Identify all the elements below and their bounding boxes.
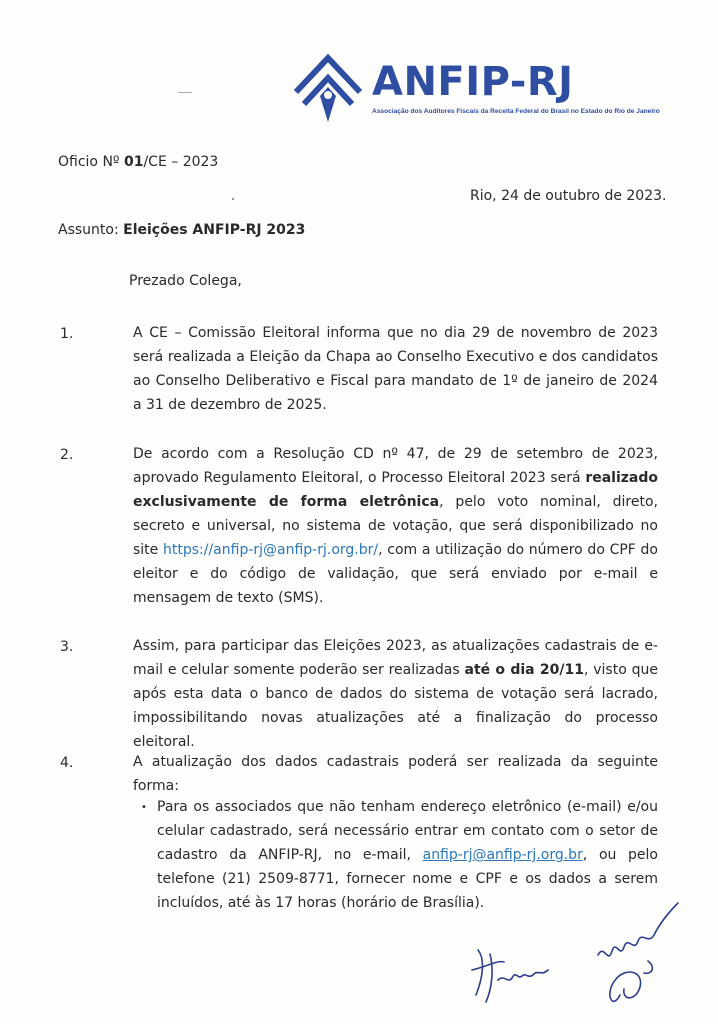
email-link[interactable]: anfip-rj@anfip-rj.org.br — [422, 847, 583, 863]
anfip-logo-icon — [292, 52, 366, 124]
letterhead — [292, 52, 660, 124]
item-3-text: Assim, para participar das Eleições 2023, as atualizações cadastrais de e-mail e celular somente poderão ser realizadas até o dia 20/11, visto que após esta data o banco de dados do sistema de votação será lacrado, impossibilitando novas atualizações até a finalização do processo eleitoral. — [133, 638, 658, 750]
salutation: Prezado Colega, — [129, 273, 242, 289]
subject-line: Assunto: Eleições ANFIP-RJ 2023 — [58, 222, 306, 238]
bullet-text: Para os associados que não tenham endereço eletrônico (e-mail) e/ou celular cadastrado, será necessário entrar em contato com o setor de cadastro da ANFIP-RJ, no e-mail, anfip-rj@anfip-rj.org.br, ou pelo telefone (21) 2509-8771, fornecer nome e CPF e os dados a serem incluídos, até às 17 horas (horário de Brasília). — [157, 799, 659, 911]
date-line: Rio, 24 de outubro de 2023. — [470, 188, 667, 204]
signature-1 — [468, 940, 558, 1010]
item-number: 4. — [60, 755, 74, 771]
item-2-text: De acordo com a Resolução CD nº 47, de 29 de setembro de 2023, aprovado Regulamento Eleitoral, o Processo Eleitoral 2023 será realizado exclusivamente de forma eletrônica, pelo voto nominal, direto, secreto e universal, no sistema de votação, que será disponibilizado no site https://anfip-rj@anfip-rj.org.br/, com a utilização do número do CPF do eleitor e do código de validação, que será enviado por e-mail e mensagem de texto (SMS). — [133, 446, 658, 606]
item-number: 2. — [60, 447, 74, 463]
site-link[interactable]: https://anfip-rj@anfip-rj.org.br/ — [162, 542, 379, 558]
scan-speck — [232, 198, 234, 200]
item-number: 1. — [60, 326, 74, 342]
bullet-marker: • — [141, 802, 147, 813]
item-1-text: A CE – Comissão Eleitoral informa que no dia 29 de novembro de 2023 será realizada a Eleição da Chapa ao Conselho Executivo e dos candidatos ao Conselho Deliberativo e Fiscal para mandato de 1º de janeiro de 2024 a 31 de dezembro de 2025. — [133, 325, 658, 413]
item-4-text: A atualização dos dados cadastrais poderá ser realizada da seguinte forma: — [133, 754, 658, 794]
oficio-number: 01 — [123, 154, 144, 170]
subject: Eleições ANFIP-RJ 2023 — [123, 222, 306, 238]
scan-speck — [178, 92, 192, 93]
org-full-name: Associação dos Auditores Fiscais da Receita Federal do Brasil no Estado do Rio de Janeiro — [372, 108, 660, 115]
org-name: ANFIP-RJ — [372, 59, 574, 105]
item-number: 3. — [60, 639, 74, 655]
signature-2 — [590, 895, 690, 1015]
oficio-line: Oficio Nº 01/CE – 2023 — [58, 154, 219, 170]
